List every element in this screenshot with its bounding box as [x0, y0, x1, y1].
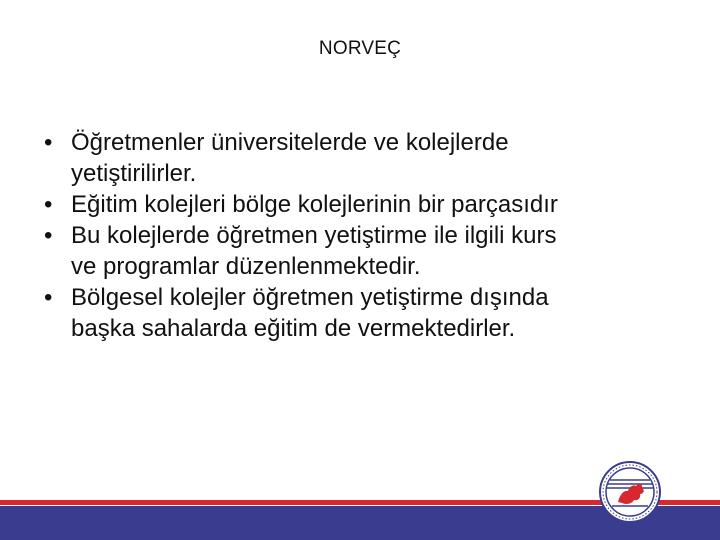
- bullet-list: [44, 127, 694, 344]
- bullet-text-line: başka sahalarda eğitim de vermektedirler.: [71, 315, 516, 342]
- bullet-text-line: Bu kolejlerde öğretmen yetiştirme ile ilgili kurs: [71, 222, 557, 249]
- bullet-dot: •: [44, 284, 53, 311]
- bullet-item: [44, 220, 694, 282]
- bullet-dot: •: [44, 222, 53, 249]
- university-seal-icon: [598, 460, 662, 524]
- bullet-text-line: yetiştirilirler.: [71, 160, 197, 187]
- bullet-text-line: Eğitim kolejleri bölge kolejlerinin bir parçasıdır: [71, 191, 558, 218]
- bullet-text-line: Bölgesel kolejler öğretmen yetiştirme dışında: [71, 284, 549, 311]
- slide-title: NORVEÇ: [318, 38, 402, 59]
- bullet-item: [44, 189, 694, 220]
- bullet-item: [44, 282, 694, 344]
- bullet-text-line: Öğretmenler üniversitelerde ve kolejlerde: [71, 129, 509, 156]
- bullet-dot: •: [44, 129, 53, 156]
- bullet-text-line: ve programlar düzenlenmektedir.: [71, 253, 421, 280]
- bullet-dot: •: [44, 191, 53, 218]
- bullet-item: [44, 127, 694, 189]
